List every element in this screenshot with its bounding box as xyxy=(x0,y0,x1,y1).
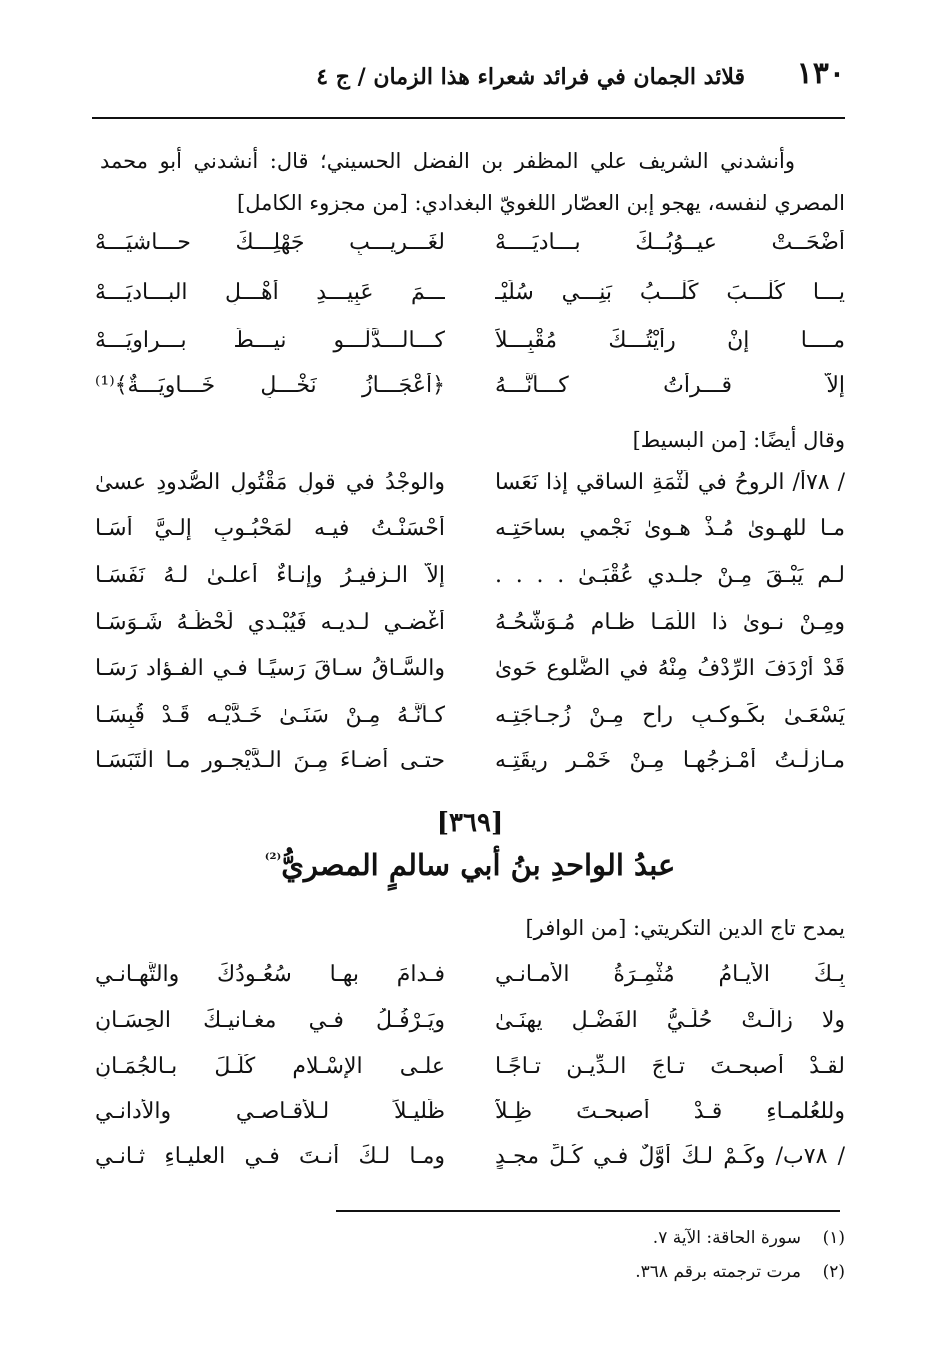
footnote-number: (١) xyxy=(822,1228,845,1248)
page-number: ١٣٠ xyxy=(796,56,845,91)
verse-line xyxy=(95,230,845,278)
footnote-text: مرت ترجمته برقم ٣٦٨. xyxy=(635,1262,801,1282)
verse-first-hemistich: ولا زالَـتْ حُلَـيُّ الفَضْـلِ يهنَـىٰ xyxy=(495,1008,845,1033)
verse-second-hemistich: ويَـرْفُـلُ فـي مغـانيـكَ الحِسَـانِ xyxy=(95,1008,445,1033)
poem3-intro: يمدح تاج الدين التكريتي: [من الوافر] xyxy=(525,916,845,940)
header-rule xyxy=(92,117,845,119)
verse-first-hemistich: ومِـنْ نـوىٰ ذا اللَّمَـا ظـامٍ مُـوَشَّحُـهُ xyxy=(495,610,845,635)
verse-first-hemistich: مـازِلْـتُ أمْـزجُهـا مِـنْ خَمْـرِ ريقَتِـه xyxy=(495,748,845,773)
verse-first-hemistich: مـا للهـوىٰ مُـذْ هـوىٰ نَجْمي بساحَتِـه xyxy=(495,516,845,541)
verse-line xyxy=(95,610,845,658)
verse-second-hemistich: والسَّـاقُ سـاقَ رَسيًـا فـي الفـؤاد رَسَـا xyxy=(95,656,445,681)
verse-first-hemistich: إلاَّ قـــرأْتُ كـــأنَّـــهُ xyxy=(495,373,845,398)
verse-second-hemistich: ـــمَ عَبِيـــدِ أهْـــلِ البـــاديَـــهْ xyxy=(95,280,445,305)
verse-line xyxy=(95,470,845,518)
verse-first-hemistich: لقـدْ أصبحـتَ تـاجَ الـدِّيـنِ تـاجًـا xyxy=(495,1054,845,1079)
verse-second-hemistich: ومـا لـكَ أنـتَ فـي العليـاءِ ثـانـي xyxy=(95,1144,445,1169)
verse-first-hemistich: بِـكَ الأيـامُ مُثْمِـرَةُ الأمـانـي xyxy=(495,962,845,987)
verse-first-hemistich: مــــا إنْ رأيْتُـــكَ مُقْبِـــلاً xyxy=(495,328,845,353)
verse-line xyxy=(95,280,845,328)
verse-line xyxy=(95,516,845,564)
verse-first-hemistich: يَسْعَـىٰ بكَـوكـبِ راحٍ مِـنْ زُجـاجَتِـه xyxy=(495,703,845,728)
intro-paragraph: وأنشدني الشريف علي المظفر بن الفضل الحسيني؛ قال: أنشدني أبو محمد المصري لنفسه، يهجو إبن العصّار اللغويّ البغدادي: [من مجزوء الكامل] xyxy=(100,149,845,215)
entry-number: [٣٦٩] xyxy=(436,808,504,838)
verse-line xyxy=(95,1144,845,1192)
verse-first-hemistich: / ٧٨ب/ وكَـمْ لـكَ أوَّلٌ فـي كُـلِّ مجـدٍ xyxy=(495,1144,845,1169)
verse-second-hemistich: كـــالـــدَّلْـــو نيـــطَ بـــراويَـــهْ xyxy=(95,328,445,353)
verse-line xyxy=(95,328,845,376)
footnote-marker: ⁽²⁾ xyxy=(264,849,282,869)
verse-first-hemistich: لـم يَبْـقَ مِـنْ جلـدي عُقْبَـىٰ . . . . xyxy=(495,563,845,588)
verse-first-hemistich: يـــا كُلْـــبَ كَلْـــبُ بَنِـــي سُلَيْـ xyxy=(495,280,845,305)
intro-paragraph-block xyxy=(100,140,845,224)
verse-second-hemistich: لغَـــريـــبِ جَهْلِـــكَ حـــاشيَـــهْ xyxy=(95,230,445,255)
verse-second-hemistich: إلاّ الـزفيـرُ وإنـاءٌ أعلـىٰ لـهُ نَفَسَـا xyxy=(95,563,445,588)
verse-line xyxy=(95,703,845,751)
footnote xyxy=(653,1228,845,1248)
verse-line xyxy=(95,962,845,1010)
verse-first-hemistich: / ٧٨أ/ الروحُ في لَثْمَةِ الساقي إذا نَعَسا xyxy=(495,470,845,495)
footnote-rule xyxy=(336,1210,840,1212)
verse-second-hemistich: أحْسَنْـتُ فيـه لمَحْبُـوبٍ إلـيَّ أسَـا xyxy=(95,516,445,541)
poet-name: عبدُ الواحدِ بنُ أبي سالمٍ المصريُّ xyxy=(281,848,676,882)
verse-second-hemistich: ظَليـلاً لـلأقـاصـي والأدانـي xyxy=(95,1099,445,1124)
verse-second-hemistich: والوجْدُ في قولِ مَقْتُولِ الصُّدودِ عسىٰ xyxy=(95,470,445,495)
verse-line xyxy=(95,563,845,611)
entry-title xyxy=(0,848,940,882)
verse-first-hemistich: أضْحَــتْ عيــوُبُــكَ بـــاديَــــهْ xyxy=(495,230,845,255)
verse-second-hemistich: كـأنَّـهُ مِـنْ سَنَـىٰ خَـدَّيْـه قَـدْ قُبِسَـا xyxy=(95,703,445,728)
poem2-intro: وقال أيضًا: [من البسيط] xyxy=(632,428,845,452)
footnote-number: (٢) xyxy=(822,1262,845,1282)
verse-line xyxy=(95,373,845,421)
verse-first-hemistich: قَدْ أرْدَفَ الرِّدْفُ مِنْهُ في الضُّلوعِ حَوىٰ xyxy=(495,656,845,681)
verse-line xyxy=(95,1008,845,1056)
footnote xyxy=(635,1262,845,1282)
page-header xyxy=(95,50,845,100)
verse-line xyxy=(95,1054,845,1102)
footnote-text: سورة الحاقة: الآية ٧. xyxy=(652,1228,801,1248)
verse-second-hemistich: ﴿أعْجَـــازُ نَخْـــلٍ خَـــاوِيَـــةٌ﴾⁽¹⁾ xyxy=(95,373,445,398)
running-title: قلائد الجمان في فرائد شعراء هذا الزمان / ج ٤ xyxy=(316,64,745,90)
verse-second-hemistich: أغْضـي لـديـه فَيُبْـدي لَحْظُـهُ شَـوَسَـا xyxy=(95,610,445,635)
verse-line xyxy=(95,1099,845,1147)
verse-second-hemistich: حتـى أضـاءَ مِـنَ الـدَّيْجـورِ مـا الْتَبَسَـا xyxy=(95,748,445,773)
verse-second-hemistich: علـى الإسْـلامِ كُلِّـلَ بـالجُمَـانِ xyxy=(95,1054,445,1079)
verse-first-hemistich: وللعُلمـاءِ قـدْ أصبحـتَ ظِـلاًّ xyxy=(495,1099,845,1124)
verse-line xyxy=(95,748,845,796)
verse-second-hemistich: فـدامَ بهـا سُعُـودُكَ والتَّهـانـي xyxy=(95,962,445,987)
verse-line xyxy=(95,656,845,704)
